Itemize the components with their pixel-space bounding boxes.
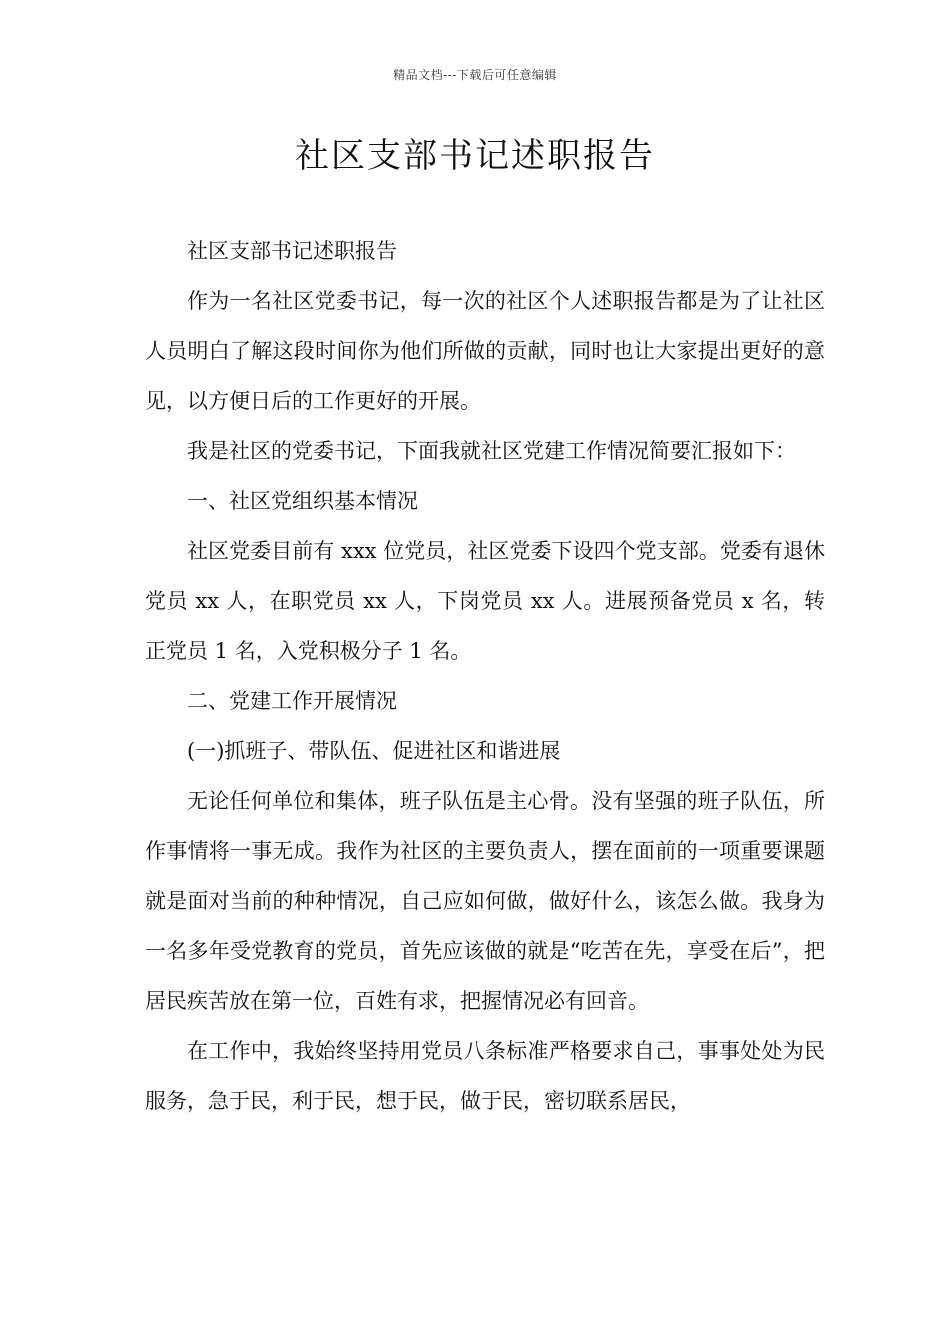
paragraph-report-lead: 我是社区的党委书记，下面我就社区党建工作情况简要汇报如下：	[187, 439, 796, 463]
document-body	[145, 226, 825, 1126]
paragraph-subtitle: 社区支部书记述职报告	[187, 239, 397, 263]
paragraph-work-standards: 在工作中，我始终坚持用党员八条标准严格要求自己，事事处处为民服务，急于民，利于民，想于民，做于民，密切联系居民，	[145, 1039, 825, 1113]
paragraph-team-building: 无论任何单位和集体，班子队伍是主心骨。没有坚强的班子队伍，所作事情将一事无成。我作为社区的主要负责人，摆在面前的一项重要课题就是面对当前的种种情况，自己应如何做，做好什么，该怎么做。我身为一名多年受党教育的党员，首先应该做的就是“吃苦在先，享受在后”，把居民疾苦放在第一位，百姓有求，把握情况必有回音。	[145, 789, 825, 1013]
section-heading-2: 二、党建工作开展情况	[187, 689, 397, 713]
paragraph-intro: 作为一名社区党委书记，每一次的社区个人述职报告都是为了让社区人员明白了解这段时间你为他们所做的贡献，同时也让大家提出更好的意见，以方便日后的工作更好的开展。	[145, 289, 825, 413]
section-heading-1: 一、社区党组织基本情况	[187, 489, 418, 513]
paragraph-party-members: 社区党委目前有 xxx 位党员，社区党委下设四个党支部。党委有退休党员 xx 人，在职党员 xx 人，下岗党员 xx 人。进展预备党员 x 名，转正党员 1 名，入党积极分子 1 名。	[145, 539, 825, 663]
subsection-heading-1: (一)抓班子、带队伍、促进社区和谐进展	[187, 739, 561, 763]
header-note: 精品文档---下载后可任意编辑	[393, 68, 557, 82]
document-title: 社区支部书记述职报告	[295, 136, 655, 176]
